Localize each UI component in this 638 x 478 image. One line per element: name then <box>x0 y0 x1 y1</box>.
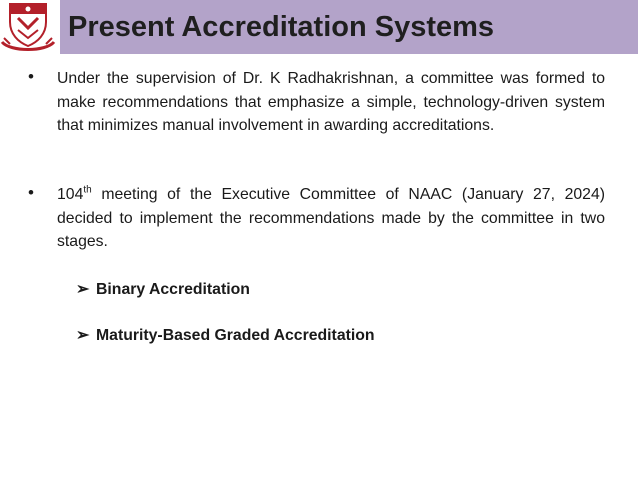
meeting-description: meeting of the Executive Committee of NAAC (January 27, 2024) decided to implement the recommendations made by the committee in two stages. <box>57 186 605 250</box>
bullet-marker: • <box>28 183 34 202</box>
ordinal-suffix: th <box>83 184 92 196</box>
sub-item-label: Binary Accreditation <box>96 281 250 298</box>
sub-item-maturity-graded-accreditation <box>76 325 375 345</box>
institution-logo <box>0 0 56 54</box>
meeting-number: 104 <box>57 186 84 203</box>
sub-item-binary-accreditation <box>76 279 250 299</box>
sub-item-label: Maturity-Based Graded Accreditation <box>96 327 375 344</box>
title-bar <box>60 0 638 54</box>
arrow-bullet-icon: ➢ <box>76 281 90 298</box>
arrow-bullet-icon: ➢ <box>76 327 90 344</box>
page-title: Present Accreditation Systems <box>68 10 495 43</box>
bullet-text-meeting <box>57 183 605 254</box>
bullet-marker: • <box>28 67 34 86</box>
bullet-text-committee: Under the supervision of Dr. K Radhakrishnan, a committee was formed to make recommendations that emphasize a simple, technology-driven system that minimizes manual involvement in awarding accreditations. <box>57 70 605 134</box>
